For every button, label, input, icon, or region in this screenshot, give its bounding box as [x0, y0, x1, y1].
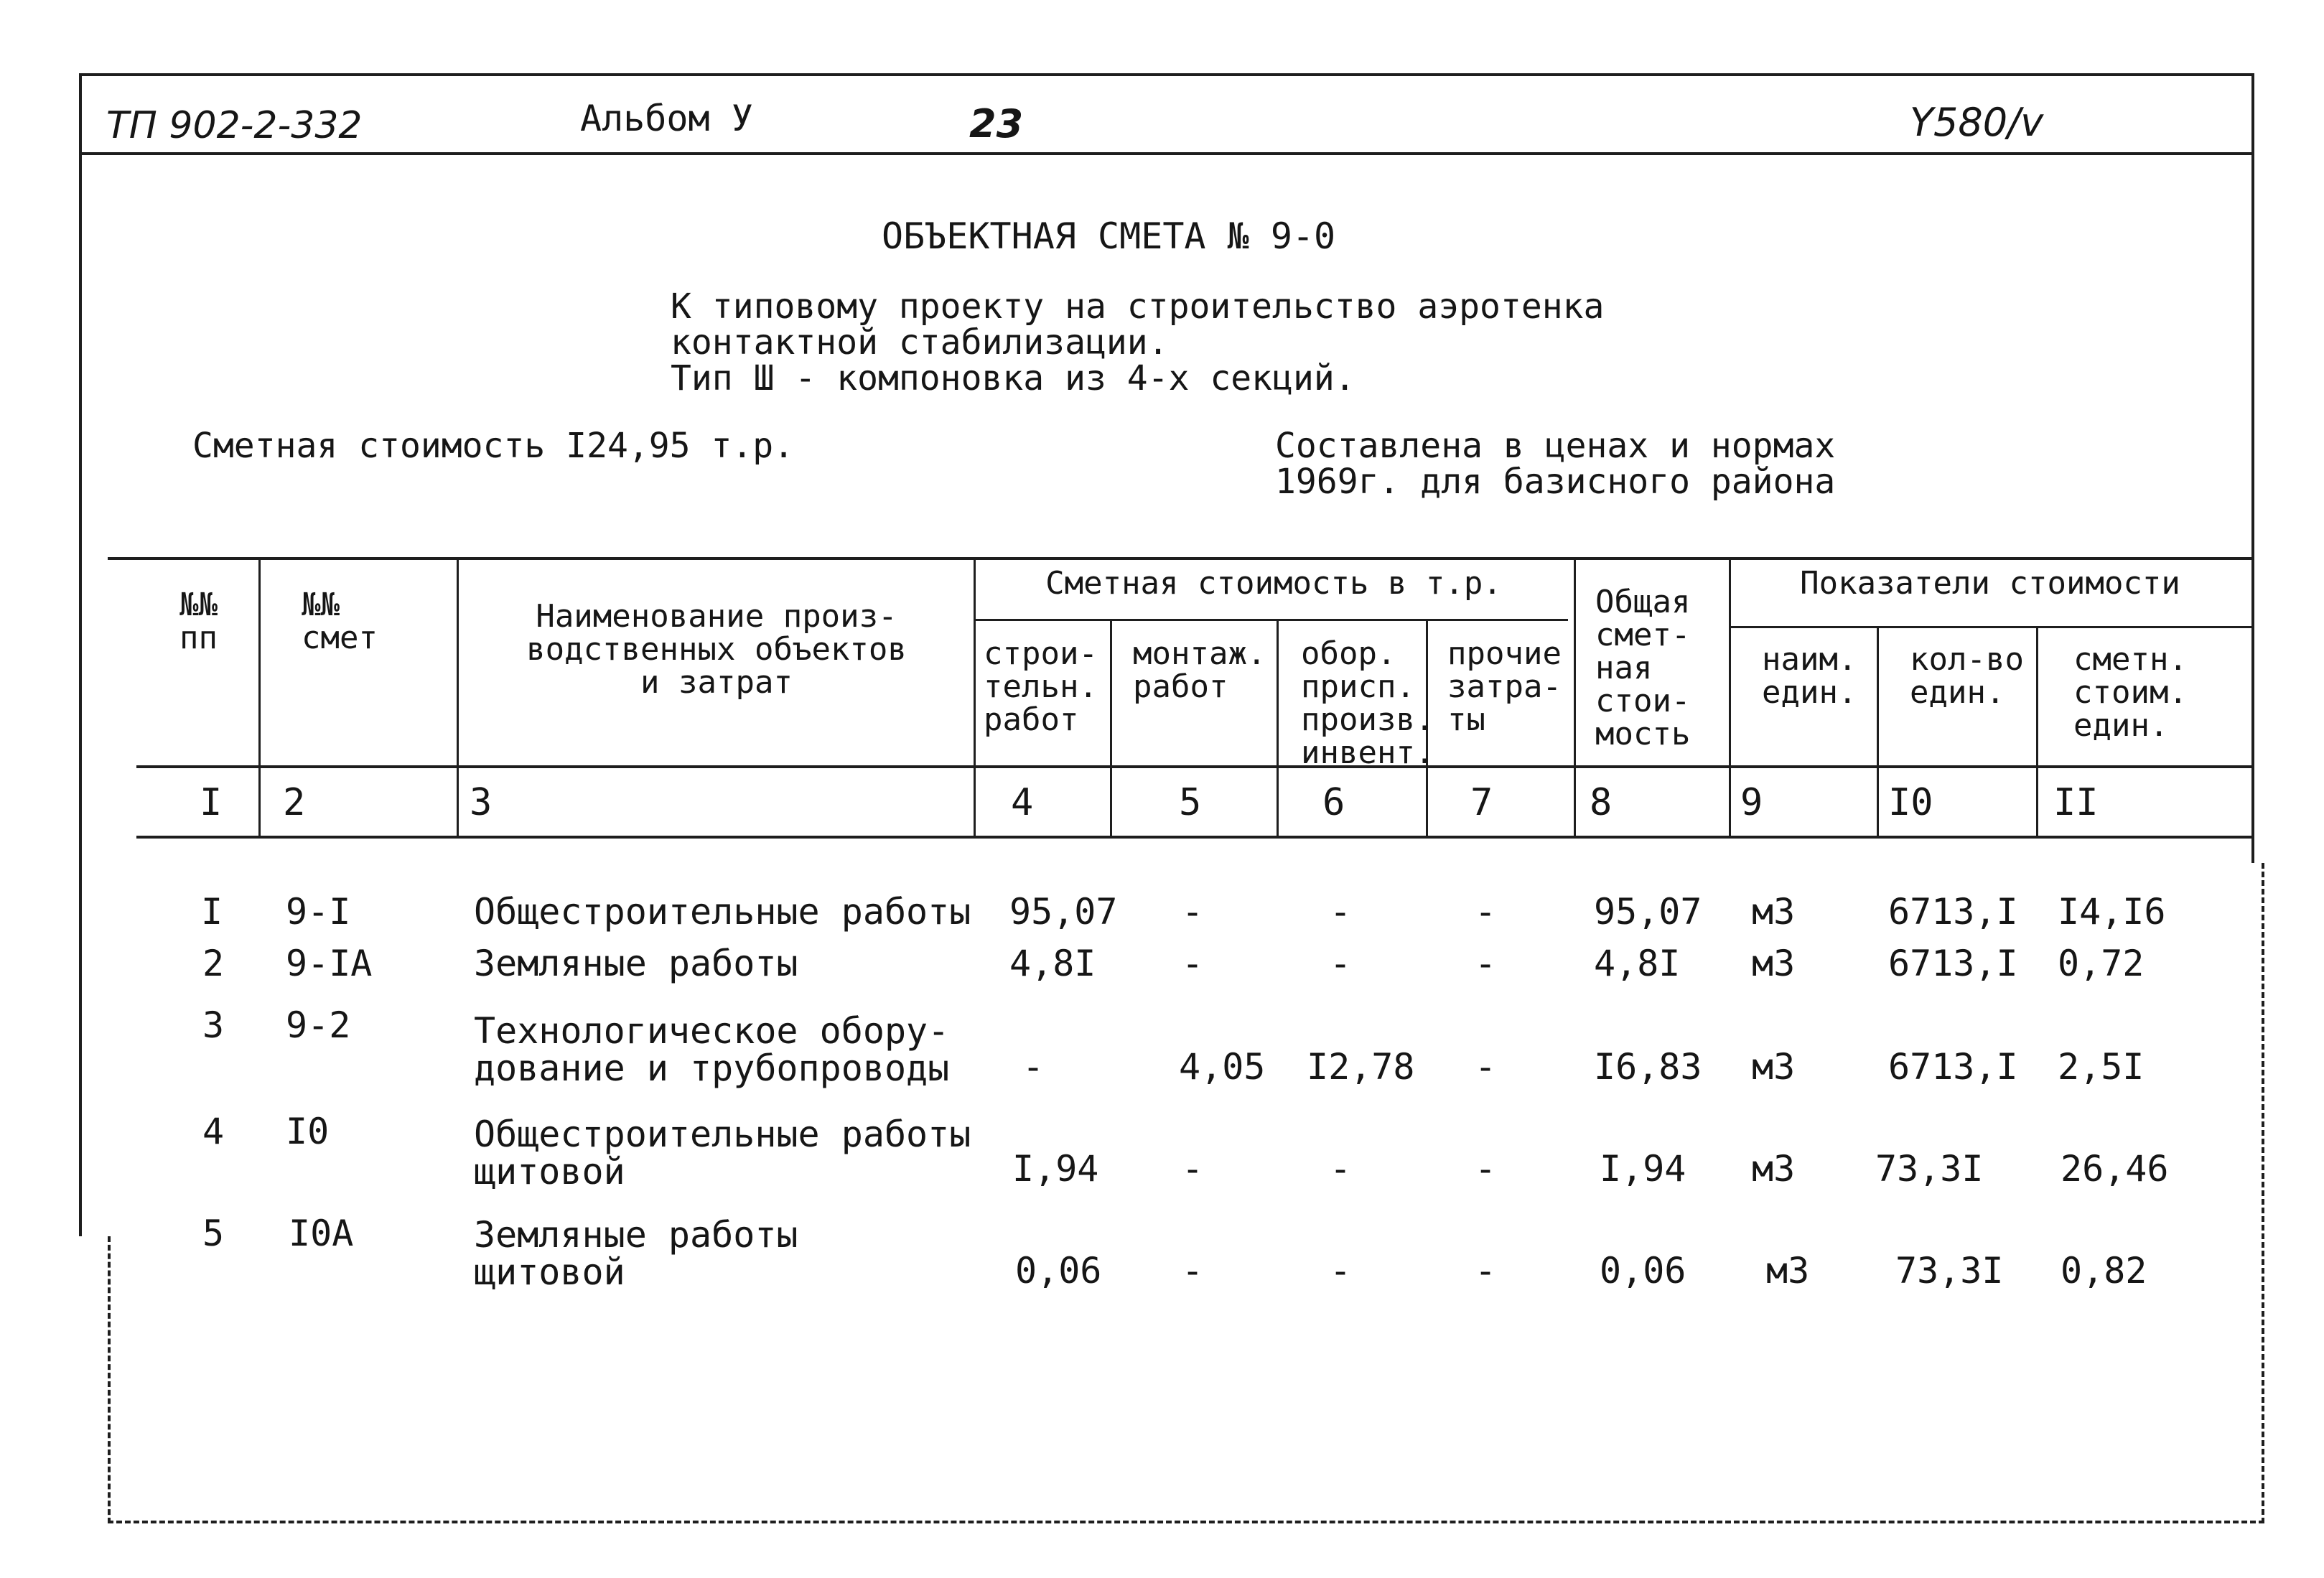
row-4-name: Общестроительные работы щитовой [474, 1114, 971, 1192]
row-1-total: 95,07 [1594, 891, 1702, 933]
row-1-unit: м3 [1752, 891, 1796, 933]
document-title: ОБЪЕКТНАЯ СМЕТА № 9-0 [882, 215, 1336, 257]
frame-top-line [79, 73, 2254, 76]
estimated-cost-note: Сметная стоимость I24,95 т.р. [192, 426, 795, 466]
row-1-number: I [201, 891, 223, 933]
frame-left-dashed [108, 1236, 111, 1523]
row-2-name: Земляные работы [474, 943, 798, 984]
row-5-unit-cost: 0,82 [2061, 1250, 2147, 1292]
col-divider-1 [258, 557, 261, 837]
row-3-total: I6,83 [1594, 1046, 1702, 1088]
row-2-unit-cost: 0,72 [2058, 943, 2145, 984]
col-divider-2 [457, 557, 459, 837]
col-divider-9 [1877, 626, 1879, 837]
row-1-name: Общестроительные работы [474, 891, 971, 933]
header-other-costs: прочие затра- ты [1447, 635, 1562, 738]
row-2-quantity: 6713,I [1888, 943, 2018, 984]
row-4-unit: м3 [1752, 1148, 1796, 1190]
frame-right-dashed [2262, 863, 2264, 1523]
header-construction-works: строи- тельн. работ [984, 635, 1098, 738]
row-4-quantity: 73,3I [1875, 1148, 1984, 1190]
header-equipment: обор. присп. произв. инвент. [1301, 635, 1434, 771]
column-number: 3 [470, 781, 493, 824]
project-code: ТП 902-2-332 [106, 104, 363, 147]
row-3-estimate: 9-2 [286, 1004, 351, 1046]
subtitle-line-2: контактной стабилизации. [671, 322, 1169, 363]
row-4-construction: I,94 [1012, 1148, 1099, 1190]
column-numbers-bottom-rule [136, 836, 2251, 839]
row-3-quantity: 6713,I [1888, 1046, 2018, 1088]
header-bottom-rule [136, 765, 2251, 768]
row-4-estimate: I0 [286, 1111, 330, 1152]
row-3-number: 3 [202, 1004, 225, 1046]
row-3-unit-cost: 2,5I [2058, 1046, 2145, 1088]
header-total-cost: Общая смет- ная стои- мость [1595, 584, 1691, 752]
column-number: 9 [1740, 781, 1763, 824]
header-estimate-number: №№ смет [302, 587, 378, 656]
column-number: 5 [1179, 781, 1202, 824]
cost-group-rule [974, 619, 1568, 621]
row-4-total: I,94 [1600, 1148, 1686, 1190]
row-5-other: - [1475, 1250, 1497, 1292]
row-4-unit-cost: 26,46 [2061, 1148, 2169, 1190]
column-number: 8 [1590, 781, 1613, 824]
row-3-equipment: I2,78 [1307, 1046, 1415, 1088]
row-1-construction: 95,07 [1009, 891, 1118, 933]
column-number: 7 [1470, 781, 1493, 824]
subtitle-line-1: К типовому проекту на строительство аэротенка [671, 286, 1605, 327]
row-2-other: - [1475, 943, 1497, 984]
row-3-name: Технологическое обору- дование и трубопроводы [474, 1010, 950, 1089]
row-4-number: 4 [202, 1111, 225, 1152]
row-5-number: 5 [202, 1213, 225, 1254]
subtitle-line-3: Тип Ш - компоновка из 4-х секций. [671, 358, 1355, 398]
header-cost-indicators-group: Показатели стоимости [1800, 565, 2180, 602]
row-1-other: - [1475, 891, 1497, 933]
row-2-installation: - [1182, 943, 1204, 984]
row-3-other: - [1475, 1046, 1497, 1088]
sheet-code: Y580/v [1910, 100, 2044, 145]
row-4-other: - [1475, 1148, 1497, 1190]
row-5-unit: м3 [1766, 1250, 1810, 1292]
indicator-group-rule [1729, 626, 2251, 628]
frame-left-line [79, 73, 82, 1236]
page-number: 23 [969, 101, 1024, 146]
row-2-number: 2 [202, 943, 225, 984]
frame-bottom-dashed [108, 1521, 2264, 1523]
row-5-installation: - [1182, 1250, 1204, 1292]
row-2-equipment: - [1330, 943, 1352, 984]
price-basis-line-1: Составлена в ценах и нормах [1275, 426, 1836, 466]
row-1-quantity: 6713,I [1888, 891, 2018, 933]
album-label: Альбом У [580, 98, 753, 139]
frame-right-line [2251, 73, 2254, 863]
row-5-name: Земляные работы щитовой [474, 1214, 798, 1293]
row-1-estimate: 9-I [286, 891, 351, 933]
column-number: I0 [1888, 781, 1933, 824]
row-3-construction: - [1022, 1046, 1045, 1088]
row-4-installation: - [1182, 1148, 1204, 1190]
col-divider-5 [1277, 619, 1279, 837]
price-basis-line-2: 1969г. для базисного района [1275, 462, 1836, 502]
row-3-unit: м3 [1752, 1046, 1796, 1088]
header-estimated-cost-group: Сметная стоимость в т.р. [1045, 565, 1502, 602]
row-1-installation: - [1182, 891, 1204, 933]
row-2-estimate: 9-IA [286, 943, 373, 984]
row-3-installation: 4,05 [1179, 1046, 1266, 1088]
row-5-estimate: I0A [289, 1213, 354, 1254]
row-5-equipment: - [1330, 1250, 1352, 1292]
header-unit-name: наим. един. [1762, 641, 1857, 711]
row-2-construction: 4,8I [1009, 943, 1096, 984]
column-number: II [2053, 781, 2099, 824]
column-number: 2 [283, 781, 306, 824]
header-underline [79, 152, 2254, 155]
col-divider-7 [1574, 557, 1576, 837]
table-top-rule [108, 557, 2251, 560]
column-number: I [200, 781, 223, 824]
column-number: 4 [1011, 781, 1034, 824]
col-divider-4 [1110, 619, 1112, 837]
column-number: 6 [1322, 781, 1345, 824]
row-2-unit: м3 [1752, 943, 1796, 984]
row-5-quantity: 73,3I [1895, 1250, 2004, 1292]
row-5-total: 0,06 [1600, 1250, 1686, 1292]
row-5-construction: 0,06 [1015, 1250, 1102, 1292]
row-4-equipment: - [1330, 1148, 1352, 1190]
header-installation-works: монтаж. работ [1133, 635, 1266, 705]
header-unit-quantity: кол-во един. [1910, 641, 2024, 711]
row-1-equipment: - [1330, 891, 1352, 933]
header-unit-cost: сметн. стоим. един. [2073, 641, 2188, 744]
header-row-number: №№ пп [179, 587, 218, 656]
row-1-unit-cost: I4,I6 [2058, 891, 2166, 933]
col-divider-10 [2036, 626, 2038, 837]
header-object-name: Наименование произ- водственных объектов и затрат [526, 598, 907, 701]
row-2-total: 4,8I [1594, 943, 1681, 984]
